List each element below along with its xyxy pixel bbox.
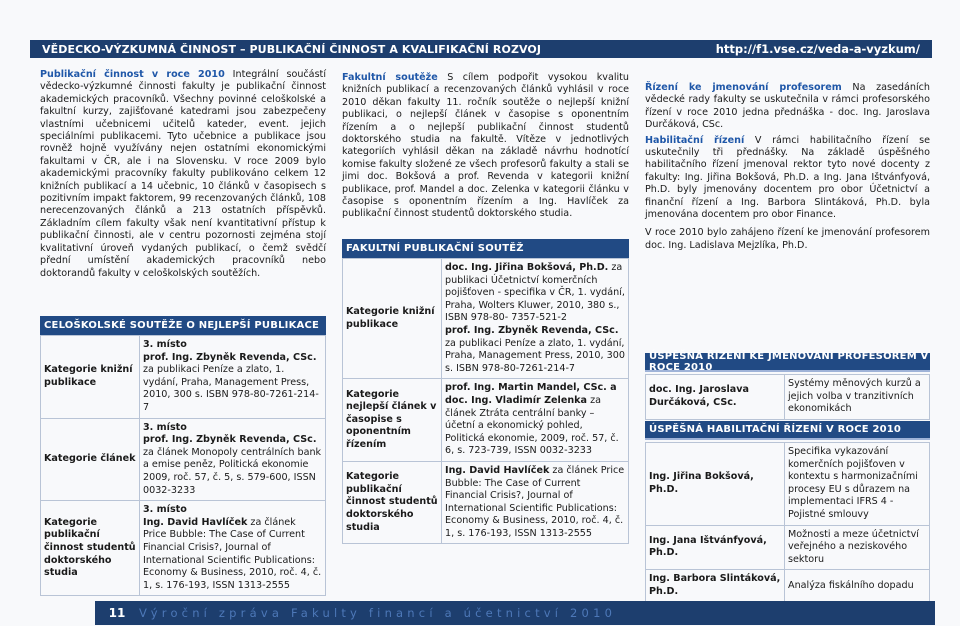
footer-text: Výroční zpráva Fakulty financí a účetnictví 2010 — [139, 606, 617, 620]
name-cell: Ing. Jana Ištvánfyová, Ph.D. — [646, 525, 785, 570]
col3-section1-title-text: ÚSPĚŠNÁ ŘÍZENÍ KE JMENOVÁNÍ PROFESOREM V ROCE 2010 — [649, 350, 929, 373]
text: za publikaci Účetnictví komerčních pojišťoven - specifika v ČR, 1. vydání, Praha, Wolters Kluwer, 2010, 380 s., ISBN 978-80- 7357-521-2 — [445, 262, 625, 324]
author: prof. Ing. Zbyněk Revenda, CSc. — [445, 324, 619, 336]
text: za článek Price Bubble: The Case of Current Financial Crisis?, Journal of International Scientific Publications: Economy & Business, 2010, roč. 4, č. 1, s. 176-193, ISSN 1313-2555 — [143, 516, 322, 591]
col3-section2-title — [645, 421, 930, 440]
col3-hab-table — [645, 442, 930, 603]
header-url[interactable]: http://f1.vse.cz/veda-a-vyzkum/ — [715, 42, 920, 56]
col2-section-title-text: FAKULTNÍ PUBLIKAČNÍ SOUTĚŽ — [346, 243, 524, 254]
col2-table — [342, 258, 629, 544]
table-row — [646, 525, 930, 570]
table-row — [41, 418, 326, 501]
col3-p2-text: V rámci habilitačního řízení se uskutečnily tři přednášky. Na základě úspěšného habilitačního řízení jmenoval rektor tyto nové docenty z fakulty: Ing. Jiřina Bokšová, Ph.D. a Ing. Jana Ištvánfyová, Ph.D. byly jmenovány docentem pro obor Účetnictví a finanční řízení a Ing. Barbora Slintáková, Ph.D. byla jmenována docentem pro obor Finance. — [645, 134, 930, 221]
col1-table — [40, 335, 326, 596]
name-cell: Ing. Barbora Slintáková, Ph.D. — [646, 570, 785, 602]
col2-section-title — [342, 239, 629, 258]
author: Ing. David Havlíček — [143, 516, 248, 528]
col2-intro-text: S cílem podpořit vysokou kvalitu knižních publikací a recenzovaných článků vyhlásil v roce 2010 děkan fakulty 11. ročník soutěže o nejlepší knižní publikaci, o nejlepší článek v časopise s oponentním řízením a o nejlepší publikační činnost studentů doktorského studia na fakultě. Vítěze v jednotlivých kategoriích vyhlásil děkan na základě návrhu hodnotící komise fakulty složené ze všech profesorů fakulty a stali se jimi doc. Bokšová a prof. Revenda v kategorii knižní publikace, prof. Mandel a doc. Zelenka v kategorii článku v časopise s oponentním řízením a Ing. Havlíček za publikační činnost studentů doktorského studia. — [342, 72, 629, 220]
col1-section-title-text: CELOŠKOLSKÉ SOUTĚŽE O NEJLEPŠÍ PUBLIKACE — [44, 320, 320, 331]
place: 3. místo — [143, 421, 187, 433]
author: prof. Ing. Martin Mandel, CSc. a doc. Ing. Vladimír Zelenka — [445, 382, 617, 406]
table-row — [343, 259, 629, 379]
table-row-label: Kategorie publikační činnost studentů doktorského studia — [41, 501, 140, 596]
col3-p1-highlight: Řízení ke jmenování profesorem — [645, 82, 842, 93]
place: 3. místo — [143, 504, 187, 516]
col1-intro-text: Integrální součástí vědecko-výzkumné činnosti fakulty je publikační činnost akademických pracovníků. Všechny povinné celoškolské a fakultní kurzy, zajišťované katedrami jsou zabezpečeny vlastními učebnicemi učitelů kateder, event. jejich speciálními publikacemi. Tyto učebnice a publikace jsou rovněž hojně využívány nejen ostatními ekonomickými fakultami v ČR, ale i na Slovensku. V roce 2009 bylo akademickými pracovníky fakulty publikováno celkem 12 knižních publikací a 14 učebnic, 10 článků v časopisech s pozitivním impakt faktorem, 99 recenzovaných článků, 108 nerecenzovaných článků a 213 ostatních příspěvků. Základním cílem fakulty však není kvantitativní přístup k publikační činnosti, ale v centru pozornosti zejména stojí kvalitativní úroveň vydaných publikací, o čemž svědčí přední umístění akademických pracovníků nebo doktorandů fakulty v celoškolských soutěžích. — [40, 69, 326, 279]
table-row — [646, 570, 930, 602]
page-footer — [95, 601, 935, 625]
table-row-content — [140, 501, 326, 596]
col3-p1-text: Na zasedáních vědecké rady fakulty se uskutečnila v rámci profesorského řízení v roce 2010 jedna přednáška - doc. Ing. Jaroslava Durčáková, CSc. — [645, 82, 931, 131]
page-header — [30, 40, 932, 58]
table-row-label: Kategorie knižní publikace — [343, 259, 442, 379]
text: za článek Price Bubble: The Case of Current Financial Crisis?, Journal of International Scientific Publications: Economy & Business, 2010, roč. 4, č. 1, s. 176-193, ISSN 1313-2555 — [445, 464, 625, 539]
col3-section1-title — [645, 350, 930, 373]
col1-intro-highlight: Publikační činnost v roce 2010 — [40, 69, 225, 80]
text: za článek Ztráta centrální banky – účetní a ekonomický pohled, Politická ekonomie, 2009, roč. 57, č. 6, s. 723-739, ISSN 0032-3233 — [445, 394, 619, 457]
page-number: 11 — [108, 606, 126, 620]
place: 3. místo — [143, 339, 187, 350]
table-row-content — [442, 259, 629, 379]
col1-section-title — [40, 316, 326, 335]
name-cell: doc. Ing. Jaroslava Durčáková, CSc. — [646, 375, 785, 420]
header-title: VĚDECKO-VÝZKUMNÁ ČINNOST – PUBLIKAČNÍ ČINNOST A KVALIFIKAČNÍ ROZVOJ — [42, 42, 542, 56]
table-row-label: Kategorie knižní publikace — [41, 336, 140, 419]
table-row — [343, 461, 629, 544]
author: prof. Ing. Zbyněk Revenda, CSc. — [143, 351, 317, 363]
table-row — [646, 375, 930, 420]
author: doc. Ing. Jiřina Bokšová, Ph.D. — [445, 262, 609, 273]
table-row-content — [442, 461, 629, 544]
col3-text — [645, 82, 930, 252]
author: prof. Ing. Zbyněk Revenda, CSc. — [143, 434, 317, 446]
table-row-label: Kategorie nejlepší článek v časopise s oponentním řízením — [343, 379, 442, 462]
topic-cell: Systémy měnových kurzů a jejich volba v tranzitivních ekonomikách — [785, 375, 930, 420]
col2-intro — [342, 72, 629, 221]
col3-p2-highlight: Habilitační řízení — [645, 134, 745, 146]
table-row-content — [140, 418, 326, 501]
table-row — [343, 379, 629, 462]
topic-cell: Analýza fiskálního dopadu — [785, 570, 930, 602]
author: Ing. David Havlíček — [445, 464, 550, 476]
col2-intro-highlight: Fakultní soutěže — [342, 72, 438, 83]
col3-prof-table — [645, 374, 930, 420]
table-row-content — [140, 336, 326, 419]
col3-section2-title-text: ÚSPĚŠNÁ HABILITAČNÍ ŘÍZENÍ V ROCE 2010 — [649, 424, 902, 435]
col1-intro — [40, 69, 326, 280]
text: za publikaci Peníze a zlato, 1. vydání, Praha, Management Press, 2010, 300 s. ISBN 978-80-7261-214-7 — [445, 337, 625, 374]
table-row-content — [442, 379, 629, 462]
text: za publikaci Peníze a zlato, 1. vydání, Praha, Management Press, 2010, 300 s. ISBN 978-80-7261-214-7 — [143, 364, 319, 413]
table-row — [41, 501, 326, 596]
table-row — [41, 336, 326, 419]
table-row-label: Kategorie článek — [41, 418, 140, 501]
table-row-label: Kategorie publikační činnost studentů doktorského studia — [343, 461, 442, 544]
text: za článek Monopoly centrálních bank a emise peněz, Politická ekonomie 2009, roč. 57, č. 5, s. 579-600, ISSN 0032-3233 — [143, 446, 322, 496]
topic-cell: Specifika vykazování komerčních pojišťoven v kontextu s harmonizačními procesy EU s důrazem na implementaci IFRS 4 - Pojistné smlouvy — [785, 443, 930, 526]
col3-p3-text: V roce 2010 bylo zahájeno řízení ke jmenování profesorem doc. Ing. Ladislava Mejzlíka, Ph.D. — [645, 227, 930, 251]
table-row — [646, 443, 930, 526]
topic-cell: Možnosti a meze účetnictví veřejného a neziskového sektoru — [785, 525, 930, 570]
name-cell: Ing. Jiřina Bokšová, Ph.D. — [646, 443, 785, 526]
